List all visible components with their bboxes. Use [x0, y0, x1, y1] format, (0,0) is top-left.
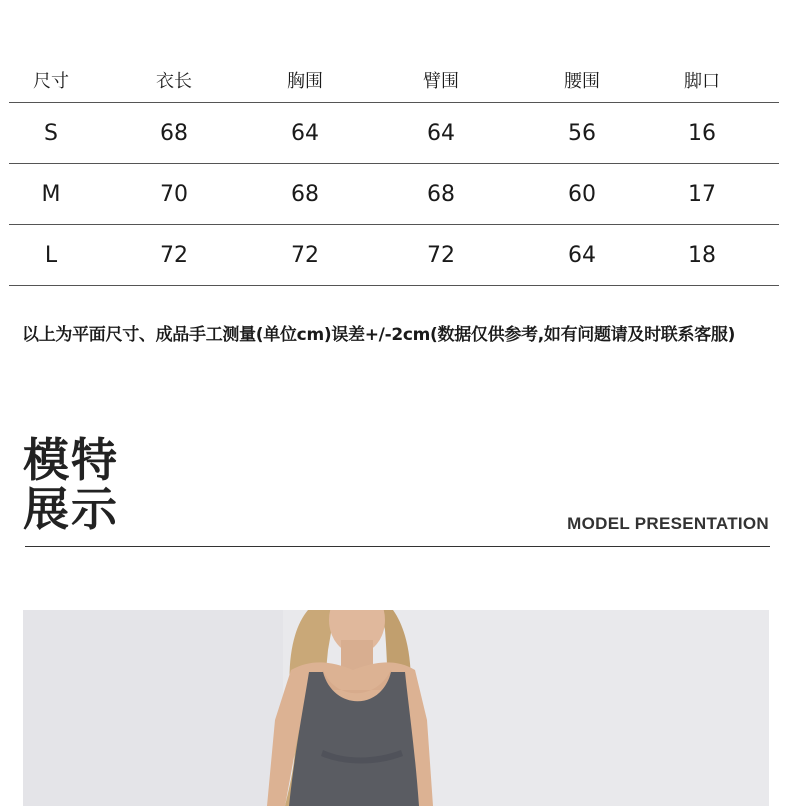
- model-section-subtitle: MODEL PRESENTATION: [567, 514, 769, 533]
- table-cell: 72: [291, 242, 319, 268]
- table-cell: 68: [291, 181, 319, 207]
- table-cell: 72: [427, 242, 455, 268]
- table-cell: 64: [291, 120, 319, 146]
- size-table: [9, 58, 779, 286]
- model-photo: [23, 610, 769, 806]
- header-arm: 臂围: [423, 71, 459, 92]
- table-header-row: [9, 58, 779, 103]
- header-hem: 脚口: [684, 71, 720, 92]
- table-cell: 64: [427, 120, 455, 146]
- table-cell: 68: [160, 120, 188, 146]
- model-illustration: [23, 610, 769, 806]
- table-cell: M: [41, 181, 61, 207]
- header-waist: 腰围: [564, 71, 600, 92]
- table-cell: 64: [568, 242, 596, 268]
- table-cell: 56: [568, 120, 596, 146]
- table-cell: 60: [568, 181, 596, 207]
- model-section-title: [23, 433, 119, 536]
- title-line-2: 展示: [23, 482, 119, 536]
- table-cell: 18: [688, 242, 716, 268]
- table-row: [9, 225, 779, 286]
- header-chest: 胸围: [287, 71, 323, 92]
- table-cell: 68: [427, 181, 455, 207]
- table-cell: 72: [160, 242, 188, 268]
- table-cell: 16: [688, 120, 716, 146]
- table-row: [9, 164, 779, 225]
- table-cell: 17: [688, 181, 716, 207]
- header-size: 尺寸: [33, 71, 69, 92]
- title-line-1: 模特: [23, 433, 119, 487]
- table-row: [9, 103, 779, 164]
- measurement-note: 以上为平面尺寸、成品手工测量(单位cm)误差+/-2cm(数据仅供参考,如有问题请及时联系客服): [22, 325, 736, 345]
- section-divider: [25, 546, 770, 547]
- table-cell: 70: [160, 181, 188, 207]
- table-cell: S: [44, 120, 58, 146]
- table-cell: L: [44, 242, 58, 268]
- header-length: 衣长: [156, 71, 192, 92]
